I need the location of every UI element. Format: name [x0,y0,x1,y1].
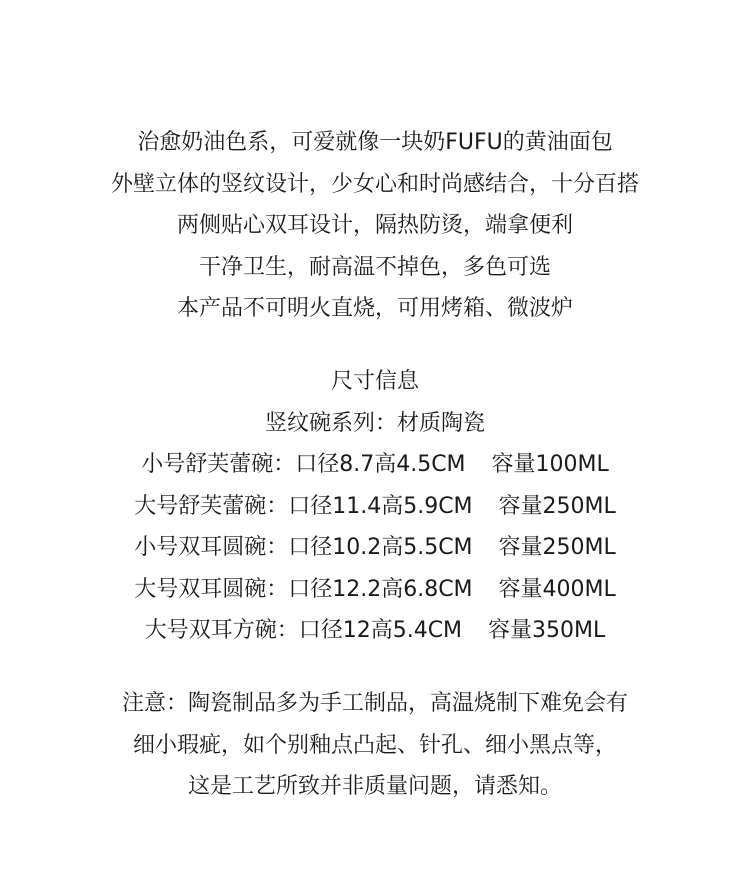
spec-item-name: 小号舒芙蕾碗：口径8.7高4.5CM [141,452,466,477]
intro-line-1: 治愈奶油色系，可爱就像一块奶FUFU的黄油面包 [137,130,613,155]
size-info-series: 竖纹碗系列：材质陶瓷 [264,410,485,436]
spec-item [0,444,750,486]
spec-item-name: 大号双耳方碗：口径12高5.4CM [144,618,463,643]
notice-section [0,683,750,808]
spec-item [0,486,750,528]
intro-section [0,122,750,330]
notice-line-1: 注意：陶瓷制品多为手工制品，高温烧制下难免会有 [121,691,628,716]
notice-line-3: 这是工艺所致并非质量问题，请悉知。 [187,774,562,799]
spec-item [0,569,750,611]
spec-item [0,527,750,569]
spec-item-name: 小号双耳圆碗：口径10.2高5.5CM [134,535,473,560]
spec-item-capacity: 容量100ML [491,452,609,477]
intro-line-2: 外壁立体的竖纹设计，少女心和时尚感结合，十分百搭 [110,171,639,197]
intro-line-4: 干净卫生，耐高温不掉色，多色可选 [198,254,551,280]
spec-item-capacity: 容量250ML [498,535,616,560]
spec-item-capacity: 容量250ML [498,493,616,519]
notice-line-2: 细小瑕疵，如个别釉点凸起、针孔、细小黑点等， [132,732,617,758]
intro-line-5: 本产品不可明火直烧，可用烤箱、微波炉 [176,296,573,321]
spec-item-capacity: 容量400ML [498,576,616,602]
spec-item-capacity: 容量350ML [488,618,606,643]
spec-item-name: 大号双耳圆碗：口径12.2高6.8CM [134,576,473,602]
size-info-section [0,361,750,652]
spec-item [0,610,750,652]
intro-line-3: 两侧贴心双耳设计，隔热防烫，端拿便利 [176,213,573,238]
spec-item-name: 大号舒芙蕾碗：口径11.4高5.9CM [134,493,473,519]
size-info-heading: 尺寸信息 [330,369,419,394]
